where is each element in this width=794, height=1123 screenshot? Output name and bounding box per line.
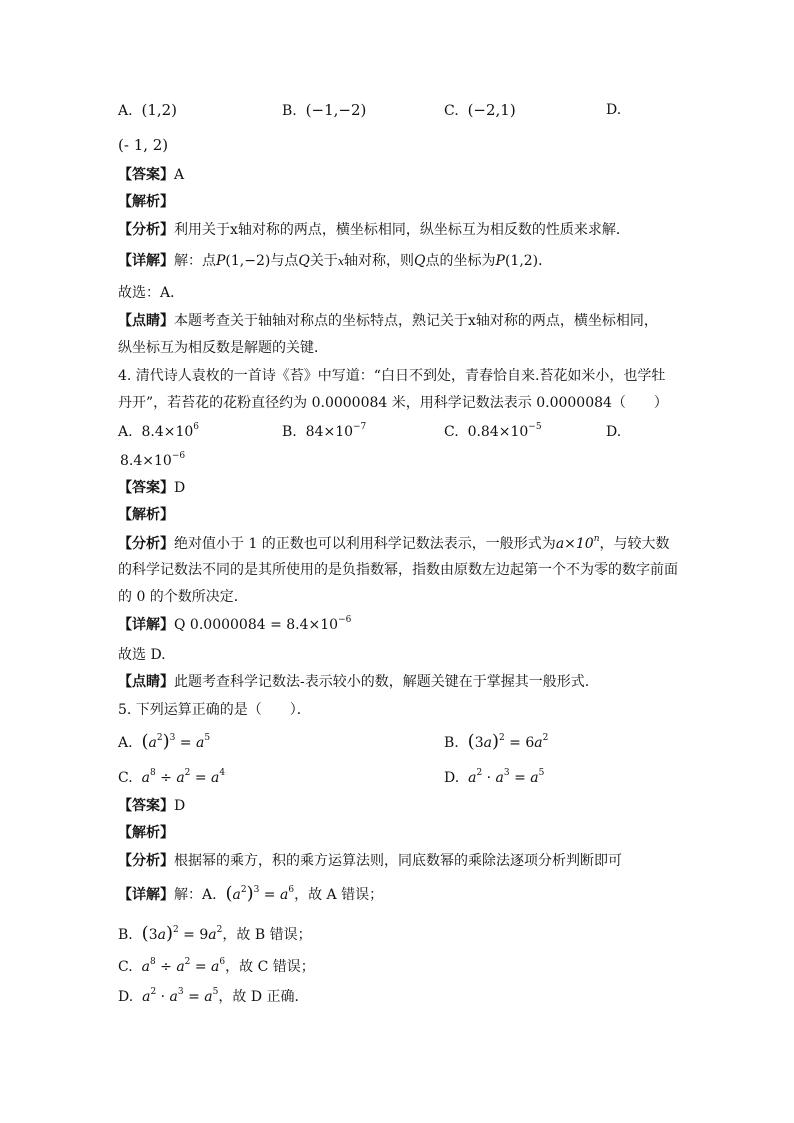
option-label: B. bbox=[282, 103, 297, 119]
math-expr: $a^2 \cdot a^3 = a^5$ bbox=[142, 987, 219, 1005]
exponent: −6 bbox=[338, 615, 352, 625]
math-expr: a×10 bbox=[555, 536, 594, 552]
q4-option-d bbox=[606, 422, 621, 442]
text: 故选 D. bbox=[118, 647, 166, 663]
q5-xiangjie-d bbox=[118, 987, 309, 1007]
math-expr: $a^2 \cdot a^3 = a^5$ bbox=[468, 768, 545, 786]
q3-conclusion bbox=[118, 283, 184, 303]
option-label: D. bbox=[606, 424, 622, 440]
option-value: (−2,1) bbox=[467, 101, 516, 119]
answer-tag: 【答案】 bbox=[118, 167, 174, 183]
q5-xiangjie-c bbox=[118, 957, 315, 977]
math-expr: $a^8 \div a^2 = a^6$ bbox=[141, 957, 226, 975]
math-expr: $(3a)^2 = 9a^2$ bbox=[141, 923, 223, 944]
option-label: C. bbox=[444, 103, 459, 119]
fenxi-text: 利用关于x轴对称的两点，横坐标相同，纵坐标互为相反数的性质来求解． bbox=[174, 222, 630, 238]
text: 纵坐标互为相反数是解题的关键． bbox=[118, 340, 328, 356]
text: 解：A. bbox=[174, 887, 217, 903]
option-value: 8.4×10 bbox=[120, 453, 172, 469]
dianjing-tag: 【点睛】 bbox=[118, 313, 174, 329]
option-value: (−1,−2) bbox=[305, 101, 367, 119]
q3-option-a bbox=[118, 100, 177, 121]
q4-analysis bbox=[118, 505, 174, 525]
math-var: P bbox=[216, 253, 226, 269]
text: D. bbox=[118, 989, 134, 1005]
text: 故选：A． bbox=[118, 285, 185, 301]
exponent: −6 bbox=[171, 451, 186, 461]
math-var: P bbox=[495, 253, 505, 269]
q5-option-d bbox=[444, 768, 544, 788]
q4-conclusion bbox=[118, 645, 166, 665]
analysis-tag: 【解析】 bbox=[118, 194, 174, 210]
text: 与点 bbox=[270, 253, 299, 269]
math-expr: $a^8 \div a^2 = a^4$ bbox=[141, 768, 226, 786]
q5-stem bbox=[118, 700, 311, 720]
q4-answer bbox=[118, 478, 185, 498]
q4-option-d-value bbox=[120, 451, 185, 471]
exponent: 6 bbox=[193, 422, 200, 432]
math-expr: $(a^2)^3 = a^5$ bbox=[141, 731, 211, 752]
math-expr: $(a^2)^3 = a^6$ bbox=[225, 883, 295, 904]
q3-fenxi bbox=[118, 220, 630, 240]
option-label: B. bbox=[282, 424, 297, 440]
text: 的科学记数法不同的是其所使用的是负指数幂，指数由原数左边起第一个不为零的数字前面 bbox=[118, 562, 678, 578]
q4-stem-line2 bbox=[118, 393, 668, 413]
text: 解：点 bbox=[174, 253, 216, 269]
text: B. bbox=[118, 927, 133, 943]
text: 此题考查科学记数法-表示较小的数，解题关键在于掌握其一般形式. bbox=[174, 674, 590, 690]
exponent: −7 bbox=[353, 422, 367, 432]
q3-dianjing bbox=[118, 311, 658, 331]
option-value: (- 1, 2) bbox=[118, 136, 169, 154]
q4-dianjing bbox=[118, 672, 589, 692]
q5-xiangjie-b bbox=[118, 924, 312, 945]
q4-fenxi bbox=[118, 534, 670, 554]
math-var: x bbox=[337, 255, 345, 268]
xiangjie-tag: 【详解】 bbox=[118, 253, 174, 269]
math-expr: Q 0.0000084 = 8.4×10 bbox=[174, 617, 339, 633]
exponent: −5 bbox=[528, 422, 542, 432]
option-value: 8.4×10 bbox=[141, 424, 194, 440]
option-label: C. bbox=[118, 770, 133, 786]
text: ，故 B 错误； bbox=[222, 927, 312, 943]
q3-answer bbox=[118, 165, 184, 185]
answer-tag: 【答案】 bbox=[118, 798, 174, 814]
text: 的 0 的个数所决定． bbox=[118, 589, 248, 605]
q5-fenxi bbox=[118, 851, 622, 871]
text: 4. 清代诗人袁枚的一首诗《苔》中写道：“白日不到处，青春恰自来.苔花如米小，也学牡 bbox=[118, 368, 666, 384]
option-label: A. bbox=[118, 424, 133, 440]
text: 点的坐标为 bbox=[425, 253, 496, 269]
q5-analysis bbox=[118, 823, 174, 843]
option-value: 0.84×10 bbox=[467, 424, 529, 440]
q3-analysis bbox=[118, 192, 174, 212]
math-var: Q bbox=[414, 253, 426, 269]
xiangjie-tag: 【详解】 bbox=[118, 887, 174, 903]
text: 轴对称，则 bbox=[344, 253, 415, 269]
text: 本题考查关于轴轴对称点的坐标特点，熟记关于x轴对称的两点，横坐标相同， bbox=[174, 313, 658, 329]
q3-option-b bbox=[282, 100, 366, 121]
q3-option-c bbox=[444, 100, 516, 121]
answer-value: A bbox=[174, 167, 185, 183]
option-label: D. bbox=[444, 770, 460, 786]
q4-fenxi-line2 bbox=[118, 560, 678, 580]
answer-value: D bbox=[174, 480, 186, 496]
xiangjie-tag: 【详解】 bbox=[118, 617, 174, 633]
answer-value: D bbox=[174, 798, 186, 814]
dianjing-tag: 【点睛】 bbox=[118, 674, 174, 690]
text: 丹开”，若苔花的花粉直径约为 0.0000084 米，用科学记数法表示 0.0000084（ ） bbox=[118, 395, 668, 411]
option-value: 84×10 bbox=[305, 424, 354, 440]
q3-option-d-value bbox=[118, 135, 168, 156]
q4-stem-line1 bbox=[118, 366, 665, 386]
fenxi-tag: 【分析】 bbox=[118, 536, 174, 552]
math-expr: (1,−2) bbox=[225, 253, 271, 269]
fenxi-tag: 【分析】 bbox=[118, 222, 174, 238]
math-expr: (1,2) bbox=[504, 253, 539, 269]
option-label: A. bbox=[118, 103, 133, 119]
q5-option-b bbox=[444, 732, 548, 753]
q4-option-c bbox=[444, 422, 542, 442]
option-label: C. bbox=[444, 424, 459, 440]
q3-dianjing-line2 bbox=[118, 338, 328, 358]
q4-xiangjie bbox=[118, 615, 351, 635]
q5-option-a bbox=[118, 732, 210, 753]
text: 关于 bbox=[309, 253, 338, 269]
q5-answer bbox=[118, 796, 185, 816]
math-var: Q bbox=[298, 253, 310, 269]
option-label: B. bbox=[444, 735, 459, 751]
text: 根据幂的乘方，积的乘方运算法则，同底数幂的乘除法逐项分析判断即可 bbox=[174, 853, 622, 869]
answer-tag: 【答案】 bbox=[118, 480, 174, 496]
fenxi-tag: 【分析】 bbox=[118, 853, 174, 869]
exponent: n bbox=[593, 534, 600, 544]
q3-xiangjie bbox=[118, 251, 552, 272]
text: 5. 下列运算正确的是（ ）． bbox=[118, 702, 311, 718]
q4-option-b bbox=[282, 422, 366, 442]
q3-option-d bbox=[606, 100, 621, 120]
math-expr: $(3a)^2 = 6a^2$ bbox=[467, 731, 549, 752]
q5-xiangjie-a bbox=[118, 884, 383, 905]
option-value: (1,2) bbox=[141, 101, 178, 119]
q4-option-a bbox=[118, 422, 199, 442]
option-label: D. bbox=[606, 102, 622, 118]
analysis-tag: 【解析】 bbox=[118, 825, 174, 841]
text: ，故 C 错误； bbox=[225, 959, 315, 975]
analysis-tag: 【解析】 bbox=[118, 507, 174, 523]
option-label: A. bbox=[118, 735, 133, 751]
text: ． bbox=[538, 253, 553, 269]
text: ，故 D 正确． bbox=[218, 989, 309, 1005]
q4-fenxi-line3 bbox=[118, 587, 248, 607]
text: C. bbox=[118, 959, 133, 975]
text: ，故 A 错误； bbox=[294, 887, 384, 903]
text: ，与较大数 bbox=[599, 536, 670, 552]
q5-option-c bbox=[118, 768, 225, 788]
text: 绝对值小于 1 的正数也可以利用科学记数法表示，一般形式为 bbox=[174, 536, 556, 552]
